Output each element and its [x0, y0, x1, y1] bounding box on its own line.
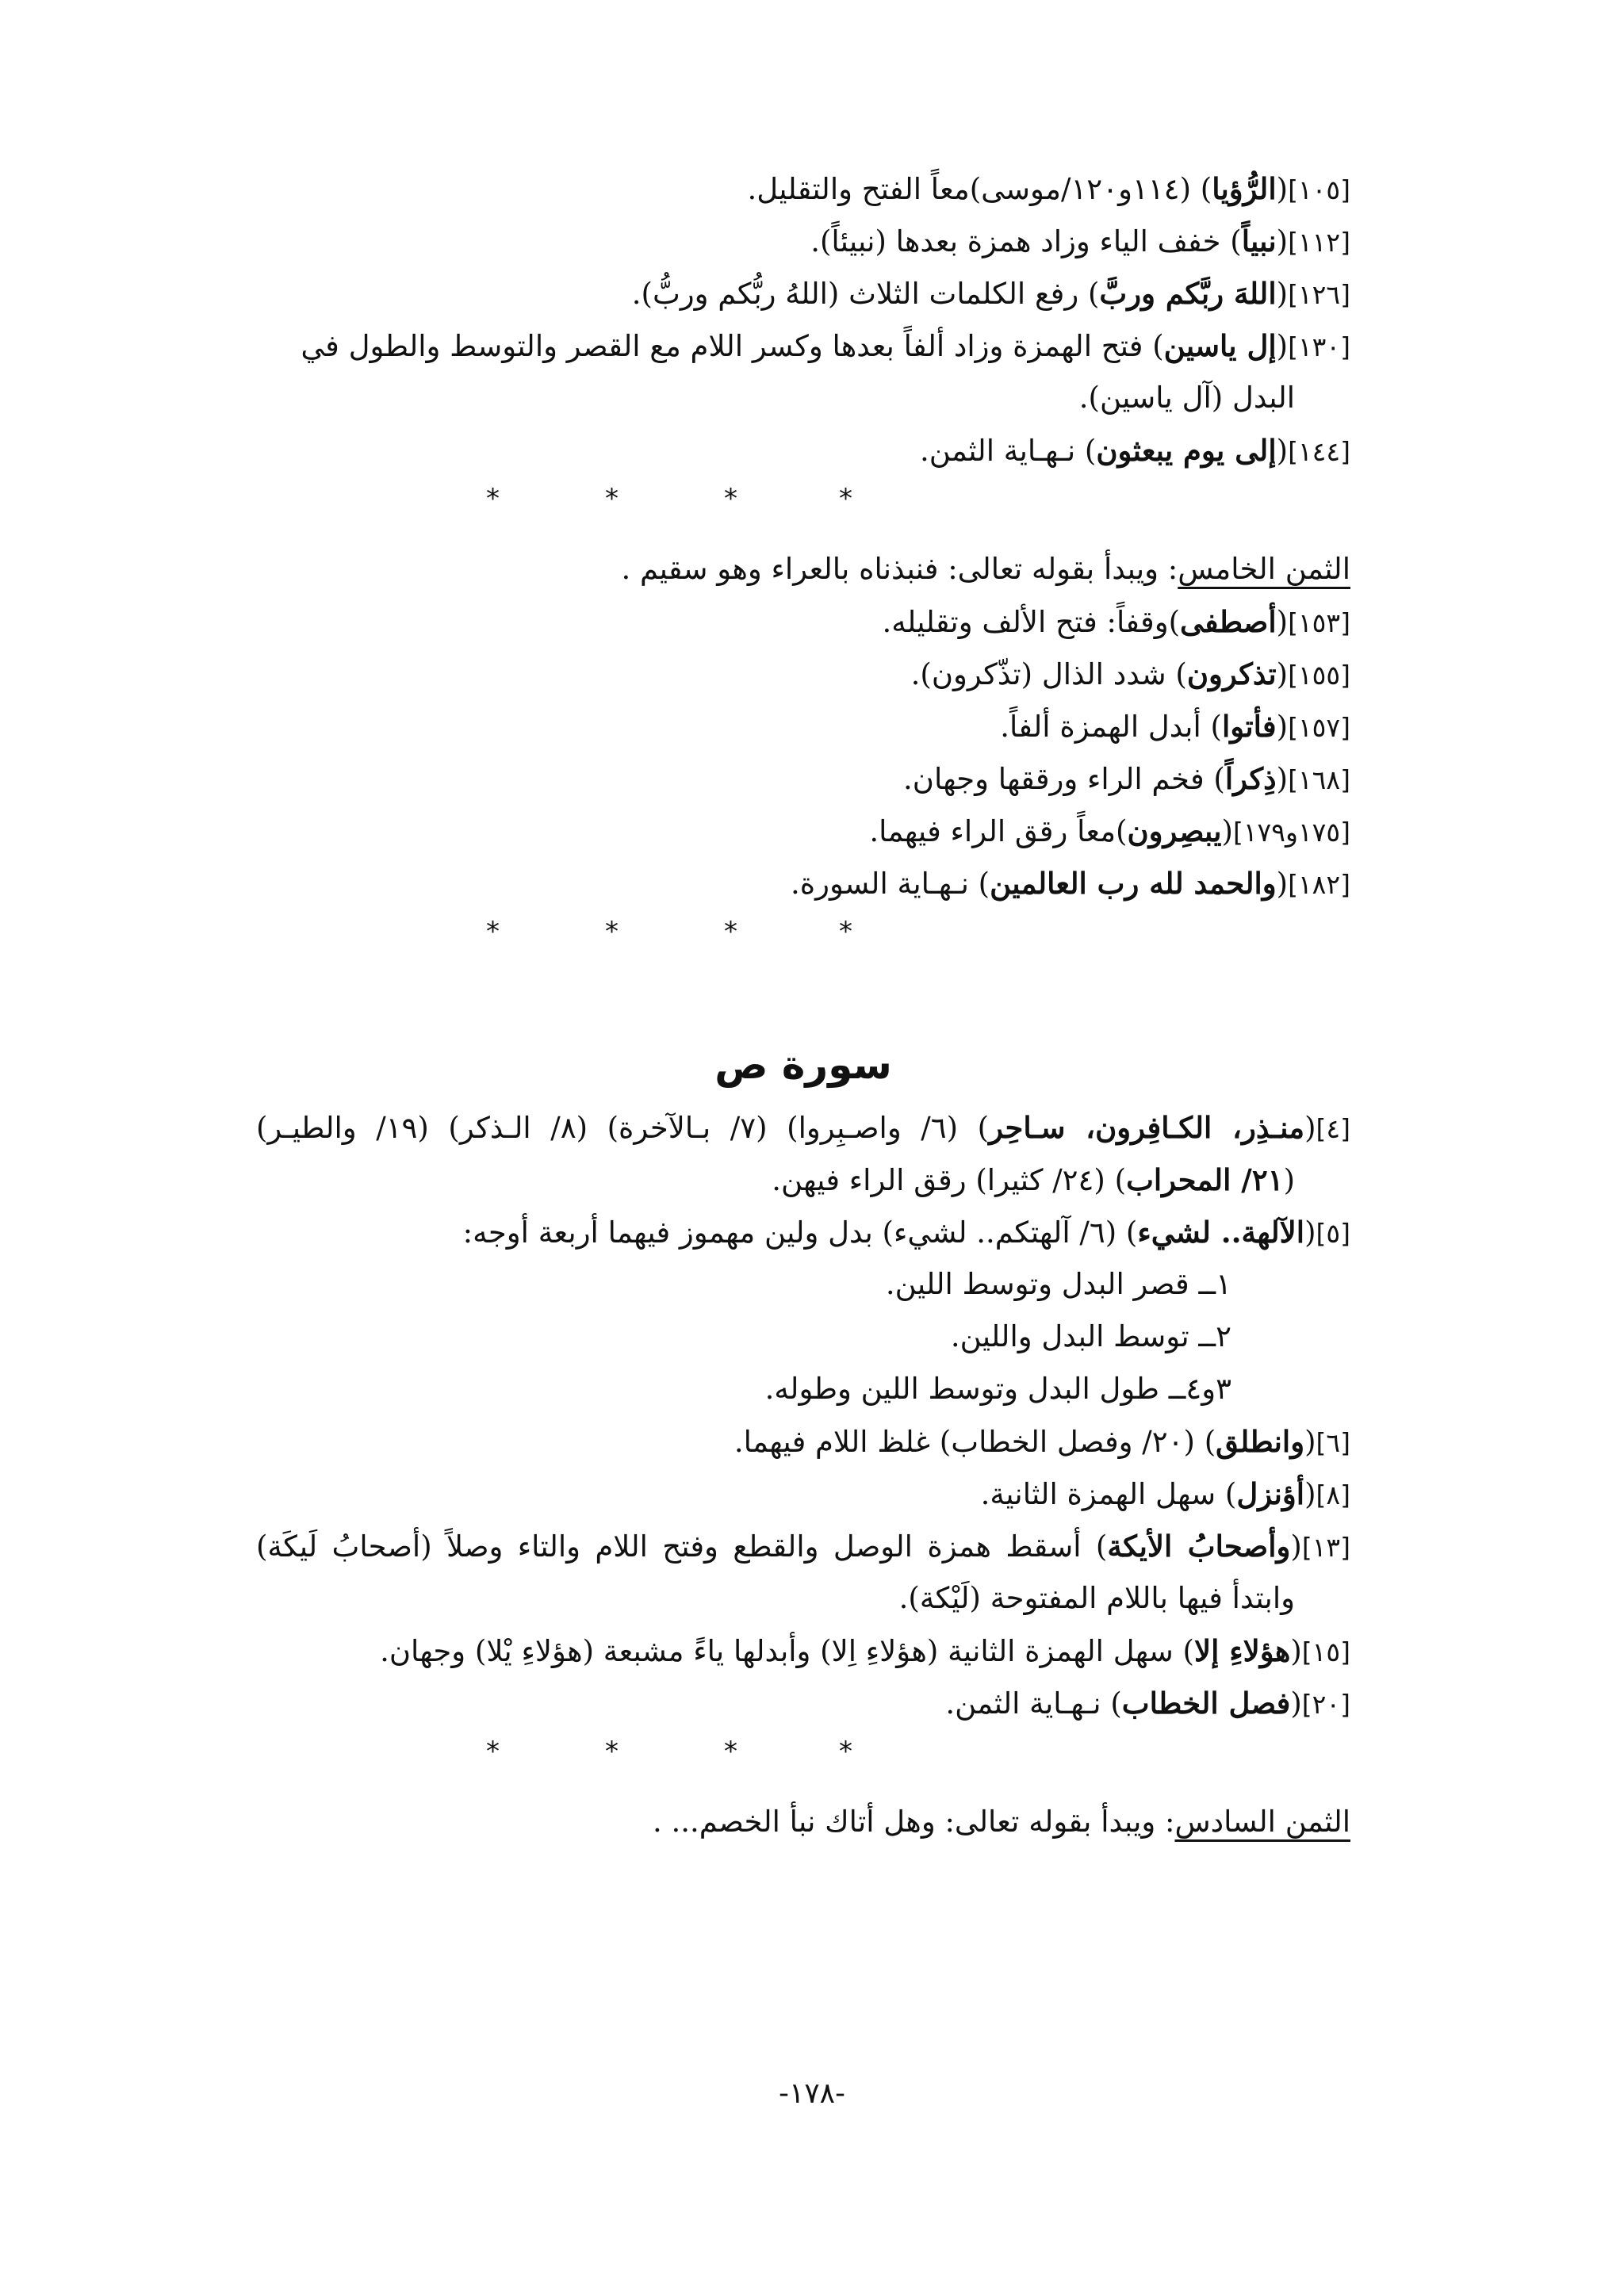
verse-note-153: [١٥٣](أصطفى)وقفاً: فتح الألف وتقليله. — [882, 604, 1350, 639]
verse-note-168: [١٦٨](ذِكراً) فخم الراء ورققها وجهان. — [903, 761, 1350, 796]
divider-star: * — [605, 916, 619, 947]
keyword: منـذِر، الكـافِرون، سـاحِر — [989, 1110, 1305, 1145]
divider-star: * — [724, 483, 737, 515]
surah-title: سورة ص — [714, 1042, 892, 1088]
keyword: يبصِرون — [1127, 813, 1222, 848]
verse-note-155: [١٥٥](تذكرون) شدد الذال (تذّكرون). — [910, 657, 1350, 691]
section-heading-fifth: الثمن الخامس: ويبدأ بقوله تعالى: فنبذناه بالعراء وهو سقيم . — [621, 552, 1350, 586]
verse-note-5-option-1: ١ــ قصر البدل وتوسط اللين. — [885, 1267, 1231, 1301]
page-number: -١٧٨- — [778, 2077, 845, 2110]
verse-note-15: [١٥](هؤلاءِ إلا) سهل الهمزة الثانية (هؤلاءِ اِلا) وأبدلها ياءً مشبعة (هؤلاءِ يْلا) وجهان. — [380, 1633, 1350, 1668]
divider-star: * — [486, 1736, 500, 1767]
verse-note-130: [١٣٠](إل ياسين) فتح الهمزة وزاد ألفاً بعدها وكسر اللام مع القصر والتوسط والطول في — [301, 328, 1350, 363]
verse-note-182: [١٨٢](والحمد لله رب العالمين) نـهـاية السورة. — [791, 866, 1350, 901]
keyword: الآلهة.. لشيء — [1137, 1215, 1305, 1250]
divider-star: * — [839, 916, 852, 947]
keyword: هؤلاءِ إلا — [1193, 1633, 1291, 1668]
divider-star: * — [724, 1736, 737, 1767]
keyword: فأتوا — [1221, 709, 1277, 744]
divider-star: * — [486, 483, 500, 515]
section-heading-sixth: الثمن السادس: ويبدأ بقوله تعالى: وهل أتاك نبأ الخصم... . — [652, 1805, 1350, 1839]
divider-star: * — [605, 1736, 619, 1767]
verse-note-4-cont: (٢١/ المحراب) (٢٤/ كثيرا) رقق الراء فيهن. — [772, 1162, 1295, 1197]
keyword: والحمد لله رب العالمين — [990, 866, 1277, 901]
verse-note-126: [١٢٦](اللهَ ربَّكم وربَّ) رفع الكلمات الثلاث (اللهُ ربُّكم وربُّ). — [631, 276, 1350, 311]
verse-note-8: [٨](أؤنزل) سهل الهمزة الثانية. — [980, 1476, 1350, 1511]
keyword: ٢١/ المحراب — [1126, 1162, 1284, 1197]
section-divider — [256, 909, 1350, 959]
section-divider — [256, 477, 1350, 526]
verse-note-157: [١٥٧](فأتوا) أبدل الهمزة ألفاً. — [1000, 709, 1350, 744]
keyword: تذكرون — [1186, 657, 1277, 691]
keyword: فصل الخطاب — [1121, 1686, 1291, 1721]
verse-note-112: [١١٢](نبياً) خفف الياء وزاد همزة بعدها (نبيئاً). — [810, 224, 1350, 258]
divider-star: * — [839, 483, 852, 515]
verse-note-5-option-3-4: ٣و٤ــ طول البدل وتوسط اللين وطوله. — [764, 1372, 1231, 1406]
verse-note-6: [٦](وانطلق) (٢٠/ وفصل الخطاب) غلظ اللام فيهما. — [733, 1424, 1350, 1459]
keyword: الرُّؤيا — [1212, 171, 1277, 206]
keyword: إلى يوم يبعثون — [1096, 433, 1277, 468]
divider-star: * — [605, 483, 619, 515]
keyword: إل ياسين — [1163, 328, 1277, 363]
keyword: أصطفى — [1180, 604, 1277, 639]
keyword: ذِكراً — [1224, 761, 1277, 796]
verse-note-4: [٤](منـذِر، الكـافِرون، سـاحِر) (٦/ واصـبِروا) (٧/ بـالآخرة) (٨/ الـذكر) (١٩/ والطيـر) — [256, 1110, 1350, 1145]
page-body — [256, 163, 1350, 1848]
verse-note-5: [٥](الآلهة.. لشيء) (٦/ آلهتكم.. لشيء) بدل ولين مهموز فيهما أربعة أوجه: — [462, 1215, 1350, 1250]
keyword: نبياً — [1241, 224, 1277, 258]
verse-note-175-179: [١٧٥و١٧٩](يبصِرون)معاً رقق الراء فيهما. — [869, 813, 1350, 848]
section-divider — [256, 1729, 1350, 1778]
verse-note-20: [٢٠](فصل الخطاب) نـهـاية الثمن. — [945, 1686, 1350, 1721]
verse-note-144: [١٤٤](إلى يوم يبعثون) نـهـاية الثمن. — [919, 433, 1350, 468]
divider-star: * — [486, 916, 500, 947]
verse-note-5-option-2: ٢ــ توسط البدل واللين. — [950, 1319, 1231, 1353]
verse-note-130-cont: البدل (آل ياسين). — [1078, 381, 1295, 415]
keyword: وأصحابُ الأيكة — [1107, 1529, 1291, 1564]
keyword: وانطلق — [1216, 1424, 1305, 1459]
verse-note-13-cont: وابتدأ فيها باللام المفتوحة (لَيْكة). — [898, 1581, 1295, 1615]
keyword: أؤنزل — [1236, 1476, 1305, 1511]
divider-star: * — [839, 1736, 852, 1767]
divider-star: * — [724, 916, 737, 947]
verse-note-13: [١٣](وأصحابُ الأيكة) أسقط همزة الوصل والقطع وفتح اللام والتاء وصلاً (أصحابُ لَيكَة) — [256, 1529, 1351, 1564]
keyword: اللهَ ربَّكم وربَّ — [1099, 276, 1277, 311]
verse-note-105: [١٠٥](الرُّؤيا) (١١٤و١٢٠/موسى)معاً الفتح والتقليل. — [747, 171, 1350, 206]
